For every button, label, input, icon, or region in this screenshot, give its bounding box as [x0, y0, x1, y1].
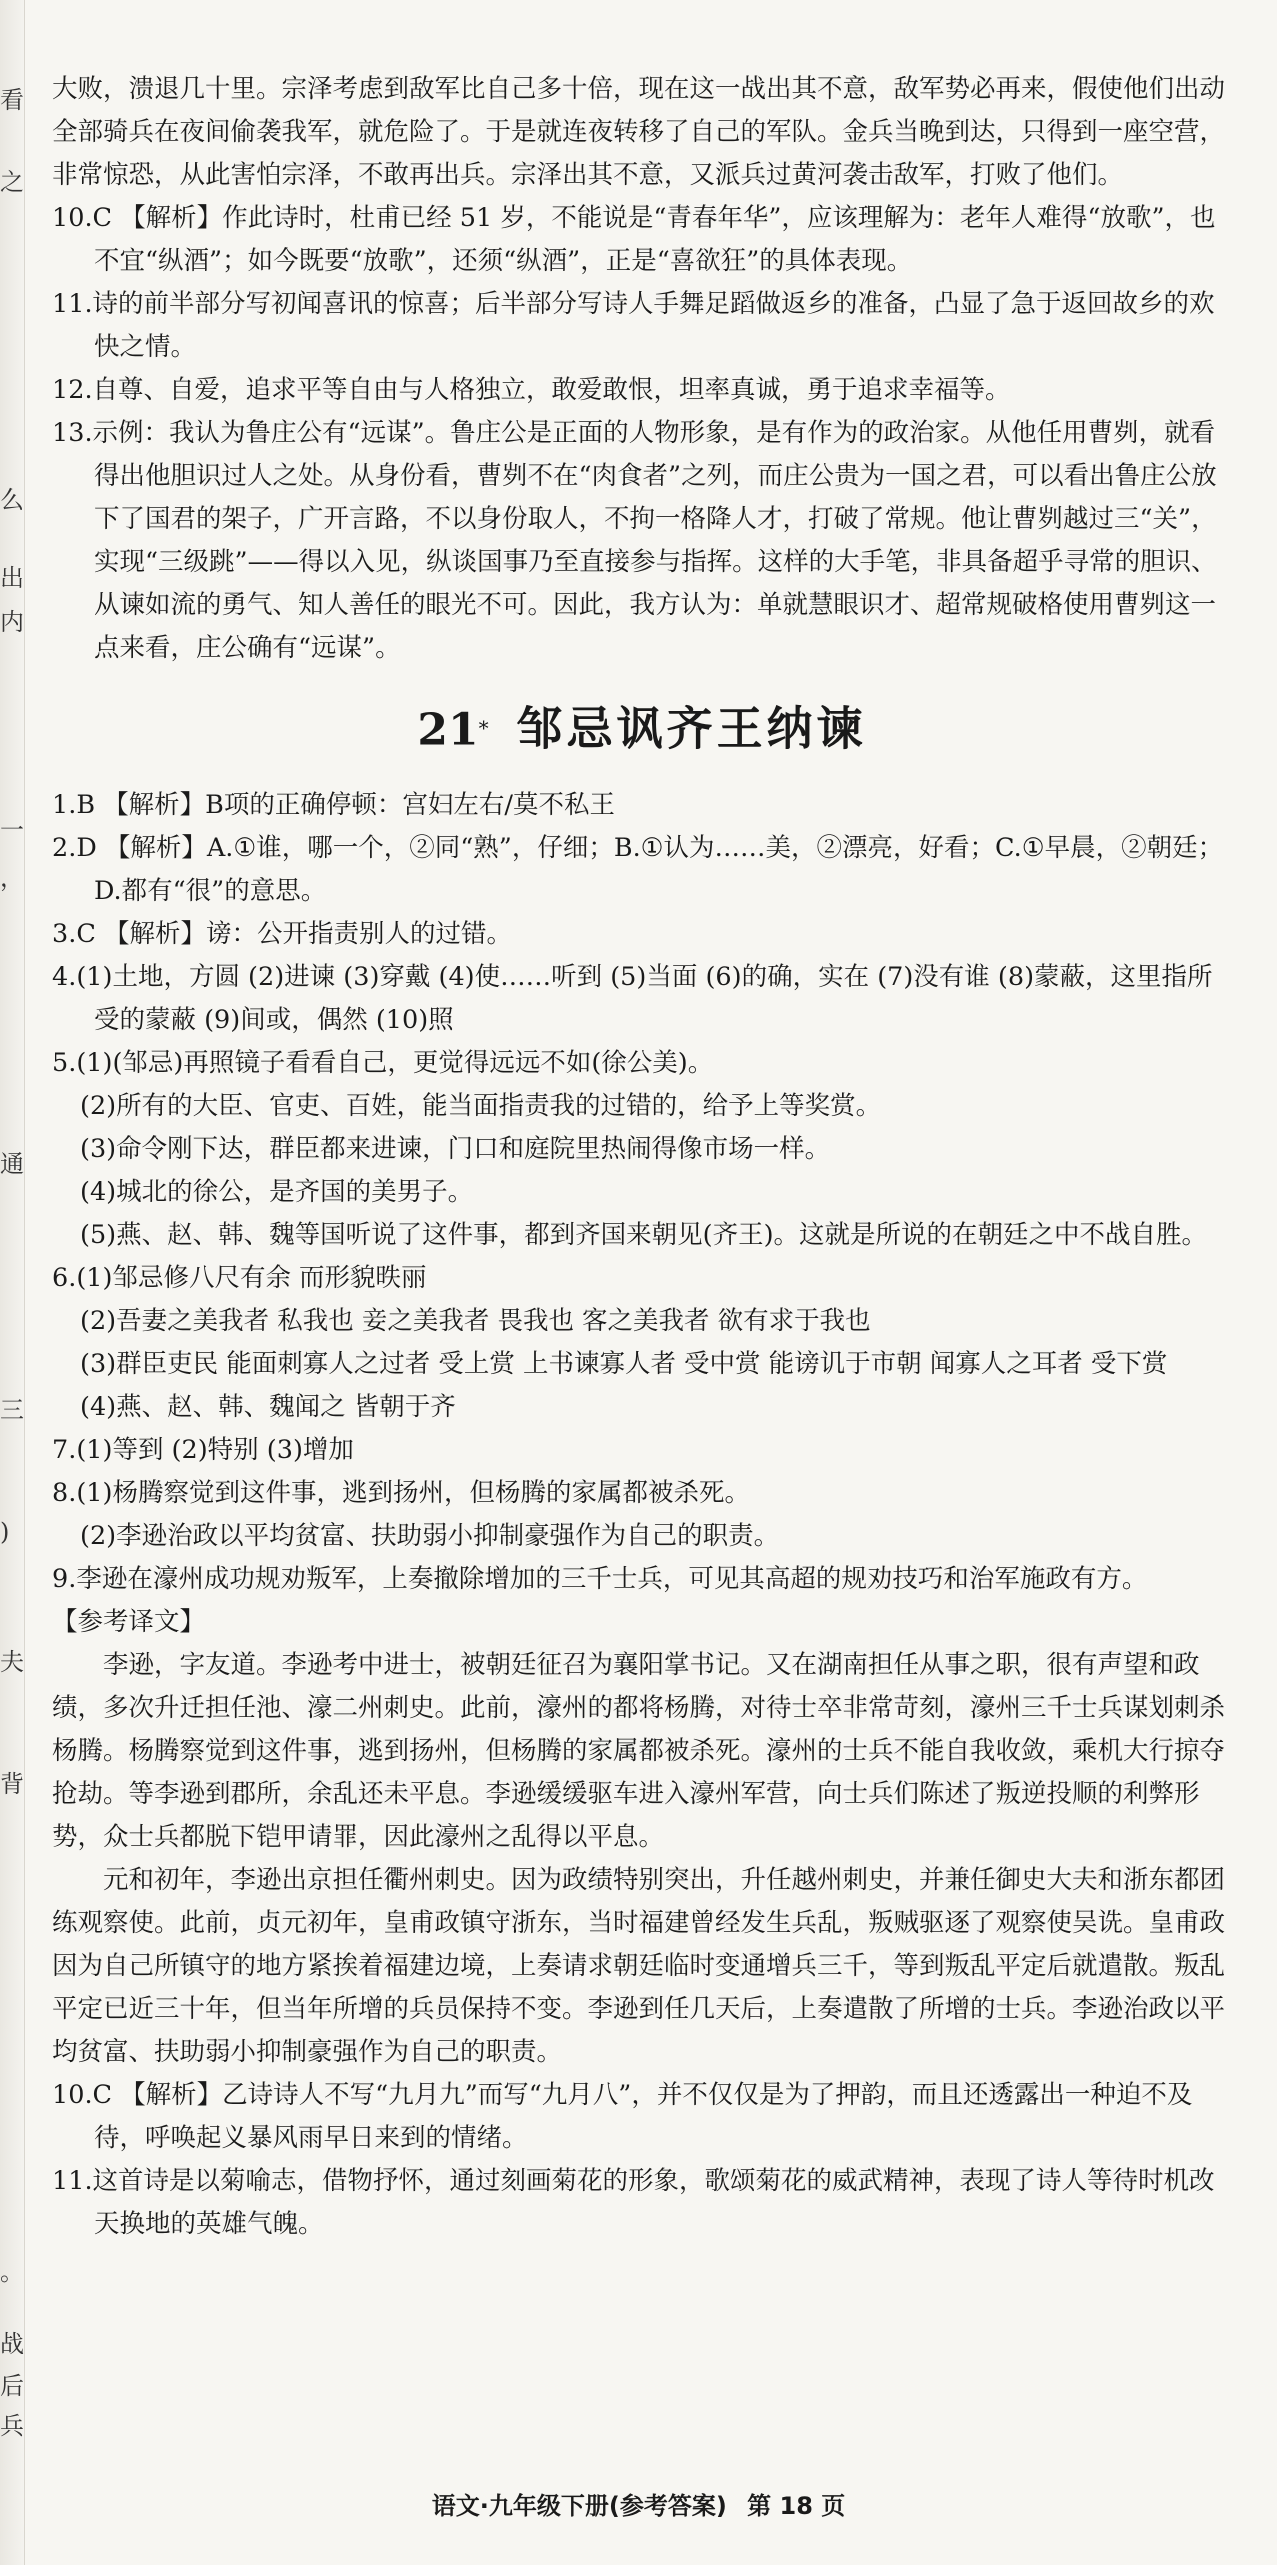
footer-page-number: 第 18 页 [747, 2492, 846, 2520]
answer-item: 10.C 【解析】乙诗诗人不写“九月九”而写“九月八”，并不仅仅是为了押韵，而且还透露出一种迫不及待，呼唤起义暴风雨早日来到的情绪。 [52, 2080, 1193, 2153]
margin-char: ) [0, 1518, 10, 1546]
answer-item: (3)群臣吏民 能面刺寡人之过者 受上赏 上书谏寡人者 受中赏 能谤讥于市朝 闻寡人之耳者 受下赏 [80, 1349, 1168, 1379]
margin-char: 么 [0, 486, 24, 514]
answer-item: 13.示例：我认为鲁庄公有“远谋”。鲁庄公是正面的人物形象，是有作为的政治家。从他任用曹刿，就看得出他胆识过人之处。从身份看，曹刿不在“肉食者”之列，而庄公贵为一国之君，可以看出鲁庄公放下了国君的架子，广开言路，不以身份取人，不拘一格降人才，打破了常规。他让曹刿越过三“关”，实现“三级跳”——得以入见，纵谈国事乃至直接参与指挥。这样的大手笔，非具备超乎寻常的胆识、从谏如流的勇气、知人善任的眼光不可。因此，我方认为：单就慧眼识才、超常规破格使用曹刿这一点来看，庄公确有“远谋”。 [52, 418, 1217, 663]
answer-item: 4.(1)土地，方圆 (2)进谏 (3)穿戴 (4)使……听到 (5)当面 (6)的确，实在 (7)没有谁 (8)蒙蔽，这里指所受的蒙蔽 (9)间或，偶然 (10)照 [52, 962, 1213, 1035]
section-number: 21 [417, 704, 479, 756]
answer-item: 1.B 【解析】B项的正确停顿：宫妇左右/莫不私王 [52, 790, 616, 820]
margin-char: 之 [0, 168, 24, 196]
margin-char: 兵 [0, 2412, 24, 2440]
answer-item: 8.(1)杨腾察觉到这件事，逃到扬州，但杨腾的家属都被杀死。 [52, 1478, 750, 1508]
section-21-answers [52, 784, 1232, 2246]
previous-section-answers [52, 68, 1232, 670]
footer-subject: 语文·九年级下册(参考答案) [431, 2492, 727, 2520]
margin-char: ， [0, 864, 24, 892]
margin-char: 后 [0, 2372, 24, 2400]
answer-item: 7.(1)等到 (2)特别 (3)增加 [52, 1435, 354, 1465]
answer-item: 9.李逊在濠州成功规劝叛军，上奏撤除增加的三千士兵，可见其高超的规劝技巧和治军施政有方。 [52, 1564, 1148, 1594]
page-footer [0, 2486, 1277, 2521]
margin-char: 夫 [0, 1648, 24, 1676]
answer-item: 5.(1)(邹忌)再照镜子看看自己，更觉得远远不如(徐公美)。 [52, 1048, 714, 1078]
answer-page-content [52, 68, 1232, 2246]
answer-item: (2)所有的大臣、官吏、百姓，能当面指责我的过错的，给予上等奖赏。 [80, 1091, 882, 1121]
translation-paragraph: 李逊，字友道。李逊考中进士，被朝廷征召为襄阳掌书记。又在湖南担任从事之职，很有声望和政绩，多次升迁担任池、濠二州刺史。此前，濠州的都将杨腾，对待士卒非常苛刻，濠州三千士兵谋划刺杀杨腾。杨腾察觉到这件事，逃到扬州，但杨腾的家属都被杀死。濠州的士兵不能自我收敛，乘机大行掠夺抢劫。等李逊到郡所，余乱还未平息。李逊缓缓驱车进入濠州军营，向士兵们陈述了叛逆投顺的利弊形势，众士兵都脱下铠甲请罪，因此濠州之乱得以平息。 [52, 1650, 1226, 1852]
answer-item: 11.诗的前半部分写初闻喜讯的惊喜；后半部分写诗人手舞足蹈做返乡的准备，凸显了急于返回故乡的欢快之情。 [52, 289, 1215, 362]
answer-item: 3.C 【解析】谤：公开指责别人的过错。 [52, 919, 512, 949]
margin-char: 战 [0, 2330, 24, 2358]
answer-item: (5)燕、赵、韩、魏等国听说了这件事，都到齐国来朝见(齐王)。这就是所说的在朝廷之中不战自胜。 [80, 1220, 1208, 1250]
margin-char: 看 [0, 86, 24, 114]
answer-item: 12.自尊、自爱，追求平等自由与人格独立，敢爱敢恨，坦率真诚，勇于追求幸福等。 [52, 375, 1011, 405]
margin-char: 通 [0, 1150, 24, 1178]
answer-item: 6.(1)邹忌修八尺有余 而形貌昳丽 [52, 1263, 427, 1293]
translation-paragraph: 元和初年，李逊出京担任衢州刺史。因为政绩特别突出，升任越州刺史，并兼任御史大夫和浙东都团练观察使。此前，贞元初年，皇甫政镇守浙东，当时福建曾经发生兵乱，叛贼驱逐了观察使吴诜。皇甫政因为自己所镇守的地方紧挨着福建边境，上奏请求朝廷临时变通增兵三千，等到叛乱平定后就遣散。叛乱平定已近三十年，但当年所增的兵员保持不变。李逊到任几天后，上奏遣散了所增的士兵。李逊治政以平均贫富、扶助弱小抑制豪强作为自己的职责。 [52, 1865, 1226, 2067]
margin-char: 三 [0, 1396, 24, 1424]
translation-heading: 【参考译文】 [52, 1607, 206, 1637]
margin-char: 背 [0, 1770, 24, 1798]
margin-char: 一 [0, 816, 24, 844]
answer-item: (2)吾妻之美我者 私我也 妾之美我者 畏我也 客之美我者 欲有求于我也 [80, 1306, 871, 1336]
answer-item: (4)城北的徐公，是齐国的美男子。 [80, 1177, 474, 1207]
margin-char: 内 [0, 608, 24, 636]
margin-char: 出 [0, 564, 24, 592]
section-heading [52, 696, 1232, 760]
section-title: 邹忌讽齐王纳谏 [516, 701, 867, 756]
answer-item: 11.这首诗是以菊喻志，借物抒怀，通过刻画菊花的形象，歌颂菊花的威武精神，表现了诗人等待时机改天换地的英雄气魄。 [52, 2166, 1215, 2239]
answer-item: (3)命令刚下达，群臣都来进谏，门口和庭院里热闹得像市场一样。 [80, 1134, 831, 1164]
continued-paragraph: 大败，溃退几十里。宗泽考虑到敌军比自己多十倍，现在这一战出其不意，敌军势必再来，假使他们出动全部骑兵在夜间偷袭我军，就危险了。于是就连夜转移了自己的军队。金兵当晚到达，只得到一座空营，非常惊恐，从此害怕宗泽，不敢再出兵。宗泽出其不意，又派兵过黄河袭击敌军，打败了他们。 [52, 74, 1226, 190]
answer-item: 10.C 【解析】作此诗时，杜甫已经 51 岁，不能说是“青春年华”，应该理解为：老年人难得“放歌”，也不宜“纵酒”；如今既要“放歌”，还须“纵酒”，正是“喜欲狂”的具体表现。 [52, 203, 1216, 276]
left-margin-strip [0, 0, 25, 2565]
section-star: * [478, 716, 489, 740]
answer-item: (4)燕、赵、韩、魏闻之 皆朝于齐 [80, 1392, 456, 1422]
answer-item: (2)李逊治政以平均贫富、扶助弱小抑制豪强作为自己的职责。 [80, 1521, 780, 1551]
margin-char: 。 [0, 2258, 24, 2286]
answer-item: 2.D 【解析】A.①谁，哪一个，②同“熟”，仔细；B.①认为……美，②漂亮，好看；C.①早晨，②朝廷；D.都有“很”的意思。 [52, 833, 1224, 906]
